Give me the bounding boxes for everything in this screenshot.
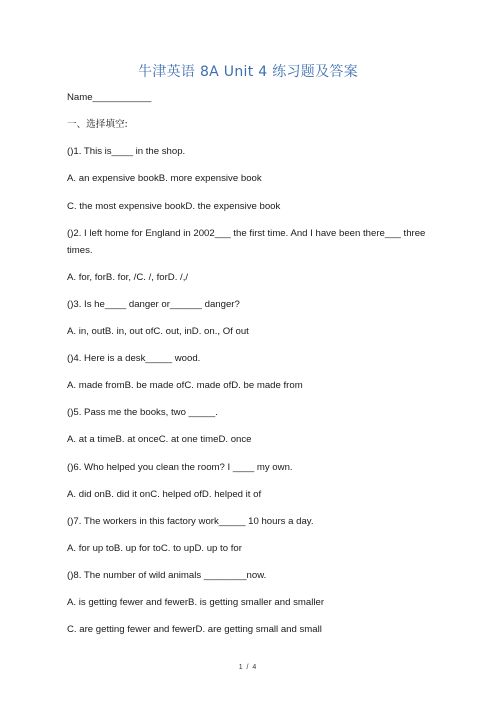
question-1-options-c-d: C. the most expensive bookD. the expensive book xyxy=(67,201,281,212)
question-6: ()6. Who helped you clean the room? I ____ my own. xyxy=(67,462,293,473)
name-line: Name___________ xyxy=(67,92,152,103)
page-title: 牛津英语 8A Unit 4 练习题及答案 xyxy=(138,64,358,80)
question-2-options: A. for, forB. for, /C. /, forD. /,/ xyxy=(67,272,189,283)
page-number: 1 / 4 xyxy=(238,664,258,671)
question-8: ()8. The number of wild animals ________now. xyxy=(67,570,267,581)
section-heading: 一、选择填空: xyxy=(67,119,128,130)
question-6-options: A. did onB. did it onC. helped ofD. helped it of xyxy=(67,489,262,500)
question-7: ()7. The workers in this factory work_____ 10 hours a day. xyxy=(67,516,314,527)
question-1-options-a-b: A. an expensive bookB. more expensive book xyxy=(67,173,262,184)
question-8-options-a-b: A. is getting fewer and fewerB. is getting smaller and smaller xyxy=(67,597,325,608)
question-4-options: A. made fromB. be made ofC. made ofD. be made from xyxy=(67,380,303,391)
question-3: ()3. Is he____ danger or______ danger? xyxy=(67,299,240,310)
question-5-options: A. at a timeB. at onceC. at one timeD. once xyxy=(67,434,252,445)
question-2: ()2. I left home for England in 2002___ the first time. And I have been there___ three times. xyxy=(67,228,426,256)
question-1: ()1. This is____ in the shop. xyxy=(67,146,186,157)
question-8-options-c-d: C. are getting fewer and fewerD. are getting small and small xyxy=(67,624,322,635)
question-7-options: A. for up toB. up for toC. to upD. up to for xyxy=(67,543,242,554)
question-3-options: A. in, outB. in, out ofC. out, inD. on., Of out xyxy=(67,326,249,337)
question-5: ()5. Pass me the books, two _____. xyxy=(67,407,218,418)
question-4: ()4. Here is a desk_____ wood. xyxy=(67,353,201,364)
